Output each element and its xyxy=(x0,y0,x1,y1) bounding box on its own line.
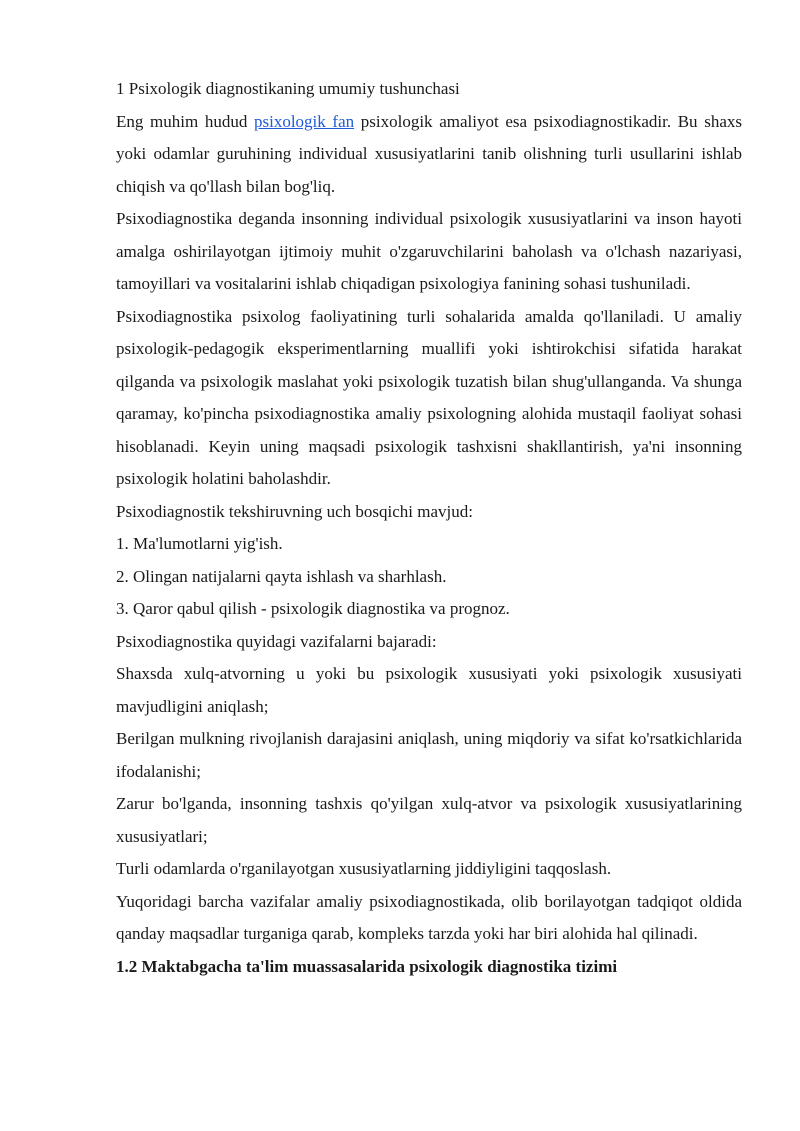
tasks-intro: Psixodiagnostika quyidagi vazifalarni bajaradi: xyxy=(116,631,437,651)
task-item: Shaxsda xulq-atvorning u yoki bu psixologik xususiyati yoki psixologik xususiyati mavjudligini aniqlash; xyxy=(116,664,742,716)
task-item: Turli odamlarda o'rganilayotgan xususiyatlarning jiddiyligini taqqoslash. xyxy=(116,859,612,878)
stage-item: 3. Qaror qabul qilish - psixologik diagnostika va prognoz. xyxy=(116,599,510,618)
paragraph-application: Psixodiagnostika psixolog faoliyatining turli sohalarida amalda qo'llaniladi. U amaliy psixologik-pedagogik eksperimentlarning muallifi yoki ishtirokchisi sifatida harakat qilganda va psixologik maslahat yoki psixologik tuzatish bilan shug'ullanganda. Va shunga qaramay, ko'pincha psixodiagnostika amaliy psixologning alohida mustaqil faoliyat sohasi hisoblanadi. Keyin uning maqsadi psixologik tashxisni shakllantirish, ya'ni insonning psixologik holatini baholashdir. xyxy=(116,306,742,488)
task-item: Zarur bo'lganda, insonning tashxis qo'yilgan xulq-atvor va psixologik xususiyatlarining xususiyatlari; xyxy=(116,794,742,846)
stage-item: 1. Ma'lumotlarni yig'ish. xyxy=(116,534,283,553)
psixologik-fan-link[interactable]: psixologik fan xyxy=(253,111,355,131)
paragraph-intro-rest: psixologik amaliyot esa psixodiagnostikadir. Bu shaxs yoki odamlar guruhining individual xususiyatlarini tanib olishning turli usullarini ishlab chiqish va qo'llash bilan bog'liq. xyxy=(116,111,742,196)
task-item: Berilgan mulkning rivojlanish darajasini aniqlash, uning miqdoriy va sifat ko'rsatkichlarida ifodalanishi; xyxy=(116,729,742,781)
paragraph-closing: Yuqoridagi barcha vazifalar amaliy psixodiagnostikada, olib borilayotgan tadqiqot oldida qanday maqsadlar turganiga qarab, kompleks tarzda yoki har biri alohida hal qilinadi. xyxy=(116,891,742,943)
stage-item: 2. Olingan natijalarni qayta ishlash va sharhlash. xyxy=(116,566,447,586)
section-title: 1 Psixologik diagnostikaning umumiy tushunchasi xyxy=(116,79,460,98)
document-page xyxy=(116,73,742,983)
paragraph-intro xyxy=(116,106,742,204)
paragraph-definition: Psixodiagnostika deganda insonning individual psixologik xususiyatlarini va inson hayoti amalga oshirilayotgan ijtimoiy muhit o'zgaruvchilarini baholash va o'lchash nazariyasi, tamoyillari va vositalarini ishlab chiqadigan psixologiya fanining sohasi tushuniladi. xyxy=(116,209,742,293)
paragraph-intro-lead: Eng muhim hudud xyxy=(116,111,254,131)
stages-intro: Psixodiagnostik tekshiruvning uch bosqichi mavjud: xyxy=(116,501,473,521)
subsection-title: 1.2 Maktabgacha ta'lim muassasalarida psixologik diagnostika tizimi xyxy=(116,956,618,976)
